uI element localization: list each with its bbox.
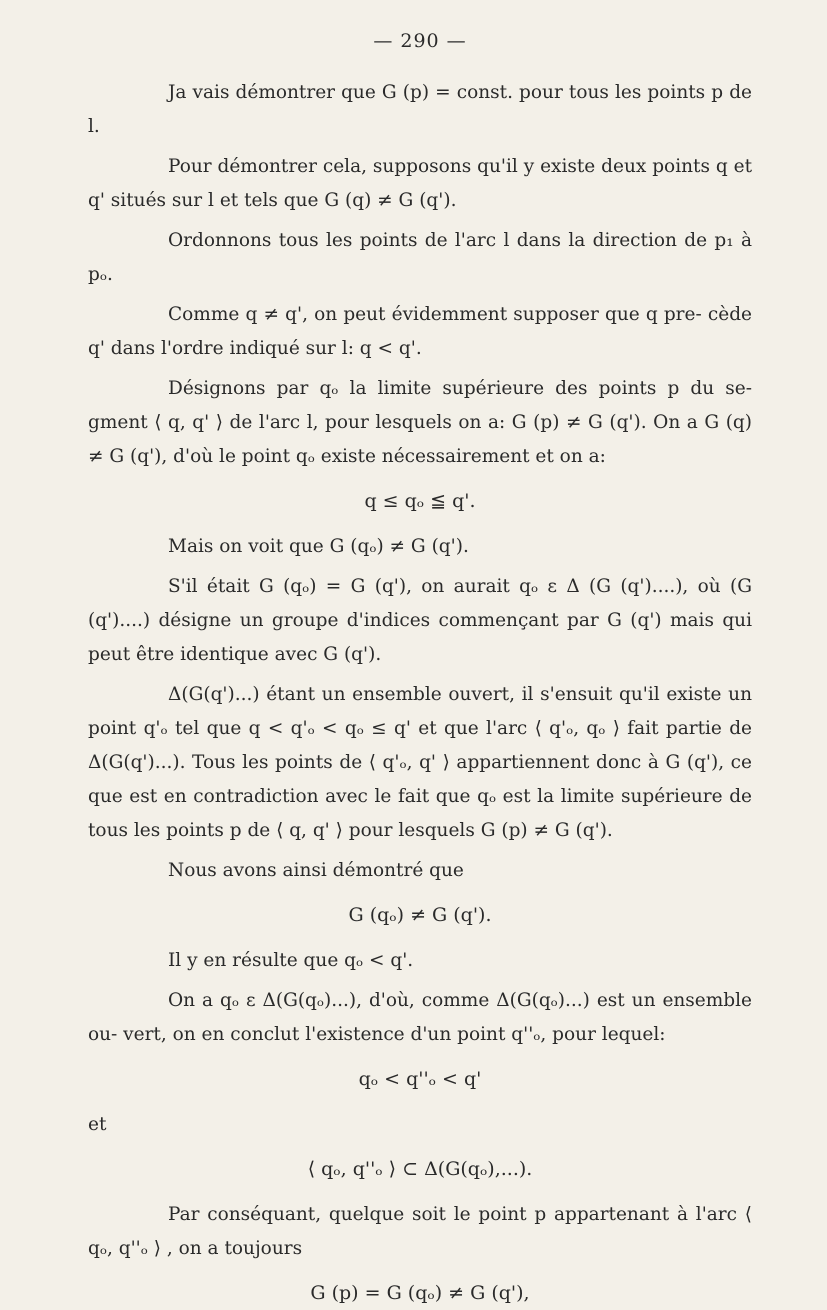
- paragraph-2: Pour démontrer cela, supposons qu'il y existe deux points q et q' situés sur l et tels que G (q) ≠ G (q').: [88, 156, 752, 211]
- equation-3: qₒ < q''ₒ < q': [358, 1068, 482, 1090]
- conjunction-et: et: [88, 1114, 107, 1135]
- paragraph-8: Δ(G(q')...) étant un ensemble ouvert, il s'ensuit qu'il existe un point q'ₒ tel que q < q'ₒ < qₒ ≤ q' et que l'arc ⟨ q'ₒ, qₒ ⟩ fait partie de Δ(G(q')...). Tous les points de ⟨ q'ₒ, q' ⟩ appartiennent donc à G (q'), ce que est en contradiction avec le fait que qₒ est la limite supérieure de tous les points p de ⟨ q, q' ⟩ pour lesquels G (p) ≠ G (q').: [88, 684, 752, 841]
- equation-5: G (p) = G (qₒ) ≠ G (q'),: [310, 1282, 530, 1304]
- equation-4: ⟨ qₒ, q''ₒ ⟩ ⊂ Δ(G(qₒ),...).: [307, 1158, 533, 1180]
- paragraph-1: Ja vais démontrer que G (p) = const. pour tous les points p de l.: [88, 82, 752, 137]
- equation-1: q ≤ qₒ ≦ q'.: [364, 490, 476, 512]
- paragraph-5: Désignons par qₒ la limite supérieure des points p du se- gment ⟨ q, q' ⟩ de l'arc l, pour lesquels on a: G (p) ≠ G (q'). On a G (q) ≠ G (q'), d'où le point qₒ existe nécessairement et on a:: [88, 378, 752, 467]
- paragraph-6: Mais on voit que G (qₒ) ≠ G (q').: [168, 536, 469, 557]
- page-number: — 290 —: [373, 30, 467, 52]
- paragraph-7: S'il était G (qₒ) = G (q'), on aurait qₒ ε Δ (G (q')....), où (G (q')....) désigne un groupe d'indices commençant par G (q') mais qui peut être identique avec G (q').: [88, 576, 752, 665]
- paragraph-3: Ordonnons tous les points de l'arc l dans la direction de p₁ à pₒ.: [88, 230, 752, 285]
- paragraph-12: Par conséquant, quelque soit le point p appartenant à l'arc ⟨ qₒ, q''ₒ ⟩ , on a toujours: [88, 1204, 752, 1259]
- equation-2: G (qₒ) ≠ G (q').: [348, 904, 492, 926]
- paragraph-9: Nous avons ainsi démontré que: [168, 860, 464, 881]
- paragraph-4: Comme q ≠ q', on peut évidemment supposer que q pre- cède q' dans l'ordre indiqué sur l: q < q'.: [88, 304, 752, 359]
- paragraph-10: Il y en résulte que qₒ < q'.: [168, 950, 414, 971]
- paragraph-11: On a qₒ ε Δ(G(qₒ)...), d'où, comme Δ(G(qₒ)...) est un ensemble ou- vert, on en conclut l'existence d'un point q''ₒ, pour lequel:: [88, 990, 752, 1045]
